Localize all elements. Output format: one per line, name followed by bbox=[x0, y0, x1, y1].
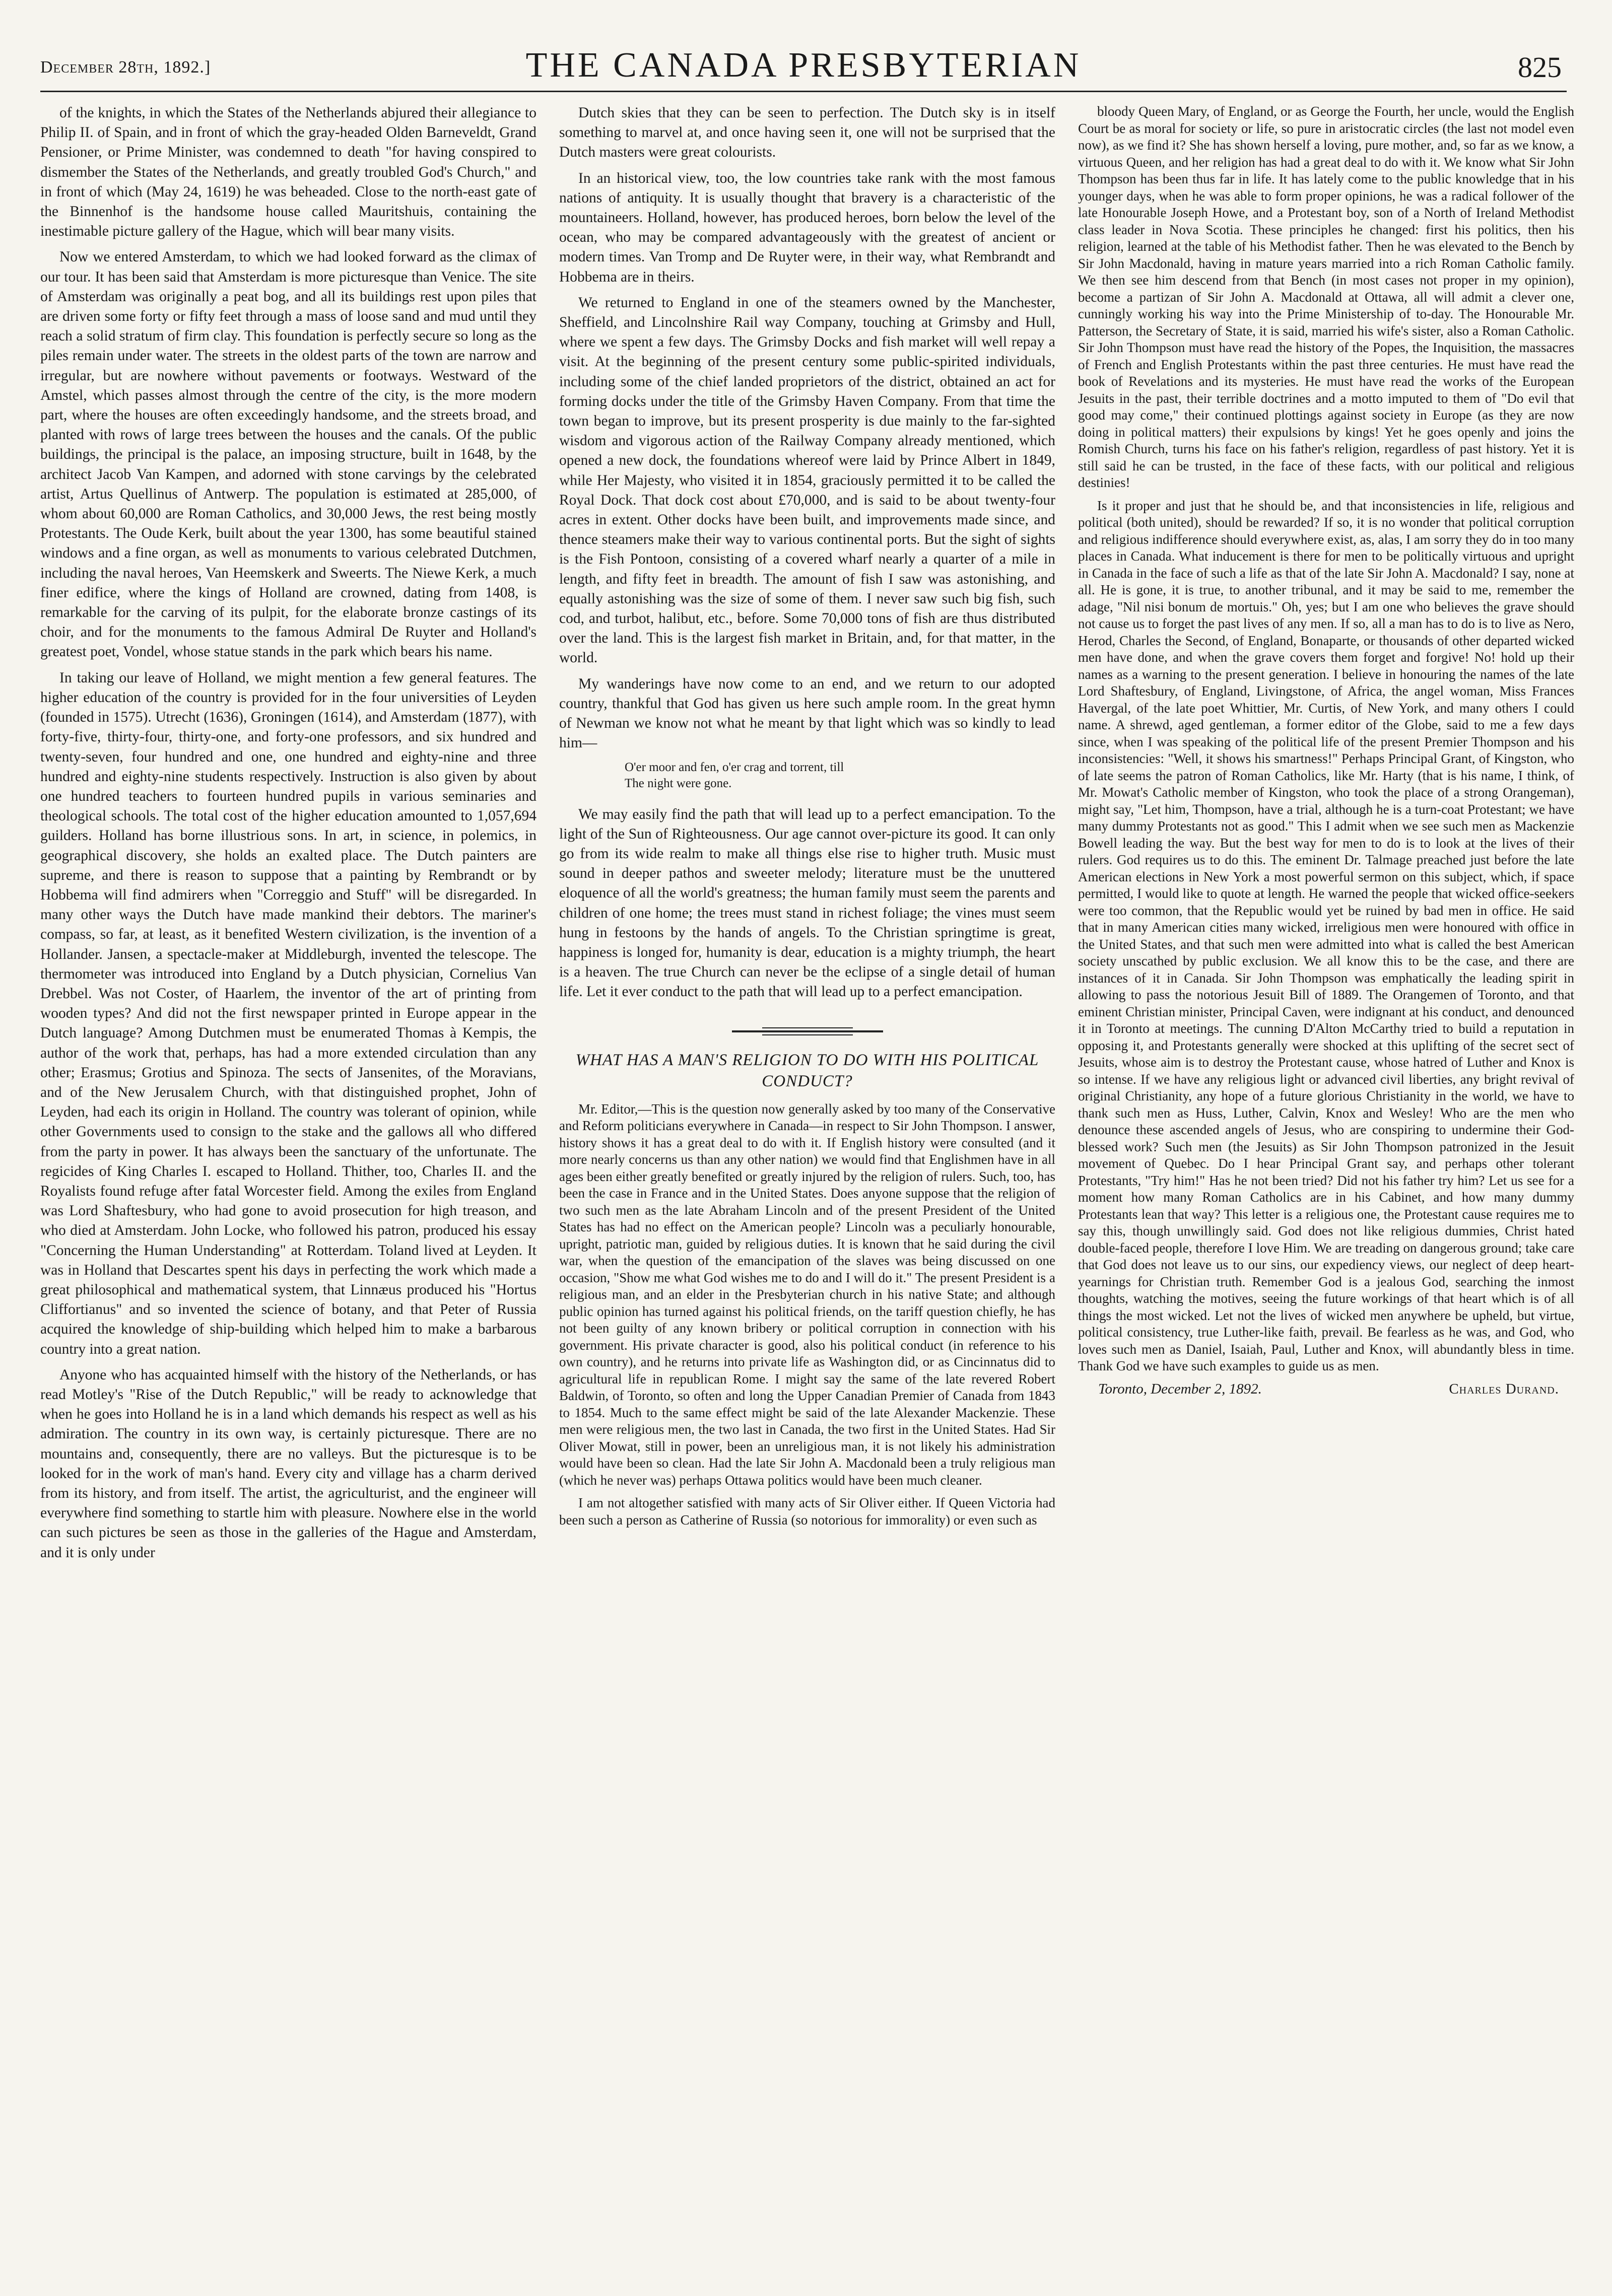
paragraph: I am not altogether satisfied with many acts of Sir Oliver either. If Queen Victoria had been such a person as Catherine of Russia (so notorious for immorality) or even such as bbox=[559, 1495, 1055, 1527]
column-3 bbox=[1078, 103, 1574, 2279]
article-divider bbox=[559, 1027, 1055, 1035]
verse-line: O'er moor and fen, o'er crag and torrent, till bbox=[625, 760, 844, 774]
paragraph: We may easily find the path that will lead up to a perfect emancipation. To the light of the Sun of Righteousness. Our age cannot over-picture its good. It can only go from its wide realm to make all things else rise to higher truth. Music must sound in deeper pathos and sweeter melody; literature must be the unuttered eloquence of all the world's greatness; the human family must seem the parents and children of one home; the trees must stand in richest foliage; the vines must seem hung in festoons by the hands of angels. To the Christian springtime is great, happiness is longed for, humanity is dear, education is a mighty triumph, the heart is a heaven. The true Church can never be the eclipse of a single detail of human life. Let it ever conduct to the path that will lead up to a perfect emancipation. bbox=[559, 806, 1055, 1000]
paragraph: of the knights, in which the States of the Netherlands abjured their allegiance to Philip II. of Spain, and in front of which the gray-headed Olden Barneveldt, Grand Pensioner, or Prime Minister, was condemned to death "for having conspired to dismember the States of the Netherlands, and greatly troubled God's Church," and in front of which (May 24, 1619) he was beheaded. Close to the north-east gate of the Binnenhof is the handsome house called Mauritshuis, containing the inestimable picture gallery of the Hague, which will bear many visits. bbox=[40, 105, 536, 240]
paragraph: In an historical view, too, the low countries take rank with the most famous nations of antiquity. It is usually thought that bravery is a characteristic of the mountaineers. Holland, however, has produced heroes, born below the level of the ocean, who may be compared advantageously with the greatest of ancient or modern times. Van Tromp and De Ruyter were, in their way, what Rembrandt and Hobbema are in theirs. bbox=[559, 170, 1055, 285]
paragraph: Dutch skies that they can be seen to perfection. The Dutch sky is in itself something to marvel at, and once having seen it, one will not be surprised that the Dutch masters were great colourists. bbox=[559, 105, 1055, 161]
paragraph: We returned to England in one of the steamers owned by the Manchester, Sheffield, and Lincolnshire Rail way Company, touching at Grimsby and Hull, where we spent a few days. The Grimsby Docks and fish market will well repay a visit. At the beginning of the present century some public-spirited individuals, including some of the chief landed proprietors of the district, obtained an act for forming docks under the title of the Grimsby Haven Company. From that time the town began to improve, but its present prosperity is due mainly to the far-sighted wisdom and vigorous action of the Railway Company already mentioned, which opened a new dock, the foundations whereof were laid by Prince Albert in 1849, while Her Majesty, who visited it in 1854, graciously permitted it to be called the Royal Dock. That dock cost about £70,000, and is said to be about twenty-four acres in extent. Other docks have been built, and improvements made since, and thence steamers make their way to various continental ports. But the sight of sights is the Fish Pontoon, consisting of a covered wharf nearly a quarter of a mile in length, and fifty feet in breadth. The amount of fish I saw was astonishing, and equally astonishing was the size of some of them. I never saw such big fish, such cod, and turbot, halibut, etc., before. Some 70,000 tons of fish are thus distributed over the land. This is the largest fish market in Britain, and, for that matter, in the world. bbox=[559, 294, 1055, 666]
letter-place-date: Toronto, December 2, 1892. bbox=[1098, 1380, 1262, 1397]
column-2 bbox=[559, 103, 1055, 2279]
verse-line: The night were gone. bbox=[625, 776, 732, 790]
paragraph: Now we entered Amsterdam, to which we had looked forward as the climax of our tour. It has been said that Amsterdam is more picturesque than Venice. The site of Amsterdam was originally a peat bog, and all its buildings rest upon piles that are driven some forty or fifty feet through a mass of loose sand and mud until they reach a solid stratum of firm clay. This foundation is perfectly secure so long as the piles remain under water. The streets in the oldest parts of the town are narrow and irregular, but are nowhere without pavements or footways. Westward of the Amstel, which passes almost through the centre of the city, is the more modern part, where the houses are often exceedingly handsome, and the streets broad, and planted with rows of large trees between the houses and the canals. Of the public buildings, the principal is the palace, an imposing structure, built in 1648, by the architect Jacob Van Kampen, and adorned with stone carvings by the celebrated artist, Artus Quellinus of Antwerp. The population is estimated at 285,000, of whom about 60,000 are Roman Catholics, and 30,000 Jews, the rest being mostly Protestants. The Oude Kerk, built about the year 1300, has some beautiful stained windows and a fine organ, as well as monuments to various celebrated Dutchmen, including the naval heroes, Van Heemskerk and Sweerts. The Niewe Kerk, a much finer edifice, where the kings of Holland are crowned, dating from 1408, is remarkable for the carving of its pulpit, for the elaborate bronze castings of its choir, and for the monuments to the famous Admiral De Ruyter and Holland's greatest poet, Vondel, whose statue stands in the park which bears his name. bbox=[40, 249, 536, 660]
letter-author: Charles Durand. bbox=[1449, 1380, 1559, 1397]
paragraph: My wanderings have now come to an end, and we return to our adopted country, thankful that God has given us here such ample room. In the great hymn of Newman we know not what he meant by that light which was so kindly to lead him— bbox=[559, 675, 1055, 751]
paragraph: bloody Queen Mary, of England, or as George the Fourth, her uncle, would the English Court be as moral for society or life, so pure in aristocratic circles (the last not model even now), as we find it? She has shown herself a loving, pure mother, and, so far as we know, a virtuous Queen, and her religion has had a great deal to do with it. We know what Sir John Thompson has been thus far in life. It has lately come to the public knowledge that in his younger days, when he was able to form proper opinions, he was a radical follower of the late Honourable Joseph Howe, and a Protestant boy, son of a North of Ireland Methodist class leader in Nova Scotia. These principles he changed: first his politics, then his religion, learned at the table of his Methodist father. Then he was elevated to the Bench by Sir John Macdonald, having in mature years married into a rich Roman Catholic family. We then see him descend from that Bench (in most cases not proper in my opinion), become a partizan of Sir John A. Macdonald at Ottawa, all will admit a clever one, cunningly working his way into the Prime Ministership of to-day. The Honourable Mr. Patterson, the Secretary of State, it is said, married his wife's sister, also a Roman Catholic. Sir John Thompson must have read the history of the Popes, the Inquisition, the massacres of French and English Protestants within the past three centuries. He must have read the book of Revelations and its mysteries. He must have read the works of the European Jesuits in the past, their terrible doctrines and a motto imputed to them of "Do evil that good may come," their continued plottings against society in Europe (as they are now doing in political matters) their expulsions by kings! Yet he goes openly and joins the Romish Church, turns his face on his father's religion, regardless of past history. Yet it is still said he can be trusted, in the face of these facts, with our political and religious destinies! bbox=[1078, 104, 1574, 490]
page-number: 825 bbox=[1518, 51, 1562, 84]
page-header bbox=[30, 30, 1577, 91]
column-1 bbox=[40, 103, 536, 2279]
hymn-quote bbox=[625, 759, 1055, 792]
paragraph: Anyone who has acquainted himself with the history of the Netherlands, or has read Motley's "Rise of the Dutch Republic," will be ready to acknowledge that when he goes into Holland he is in a land which demands his respect as well as his admiration. The country in its own way, is certainly picturesque. There are no mountains and, consequently, there are no valleys. But the picturesque is to be looked for in the work of man's hand. Every city and village has a charm derived from its history, and from itself. The artist, the agriculturist, and the engineer will everywhere find something to startle him with pleasure. Nowhere else in the world can such pictures be seen as those in the galleries of the Hague and Amsterdam, and it is only under bbox=[40, 1366, 536, 1561]
paragraph: Is it proper and just that he should be, and that inconsistencies in life, religious and political (both united), should be rewarded? If so, it is no wonder that political corruption and religious indifference should everywhere exist, as, alas, I am sorry they do in too many places in Canada. What inducement is there for men to be politically virtuous and upright in Canada in the face of such a life as that of the late Sir John A. Macdonald? I say, none at all. He is gone, it is true, to another tribunal, and it may be said to me, remember the adage, "Nil nisi bonum de mortuis." Oh, yes; but I am one who believes the grave should not cause us to forget the past lives of any men. If so, all a man has to do is to live as Nero, Herod, Charles the Second, of England, Bonaparte, or thousands of other departed wicked men have done, and when the grave covers them forget and forgive! No! hold up their names as a warning to the present generation. I believe in honouring the names of the late Lord Shaftesbury, of England, Livingstone, of Africa, the angel woman, Miss Frances Havergal, of the late poet Whittier, Mr. Curtis, of New York, and many others I could name. A shrewd, aged gentleman, a former editor of the Globe, said to me a few days since, when I was speaking of the political life of the present Premier Thompson and his inconsistencies: "Well, it shows his smartness!" Perhaps Principal Grant, of Kingston, who of late seems the patron of Roman Catholics, like Mr. Harty (that is his name, I think, of Mr. Mowat's Catholic member of Kingston, who took the place of a strong Orangeman), might say, "Let him, Thompson, have a trial, although he is a turn-coat Protestant; we have many dummy Protestants not as good." This I admit when we see such men as Mackenzie Bowell leading the way. But the best way for men to do is to look at the lives of their rulers. God requires us to do this. The eminent Dr. Talmage preached just before the late American elections in New York a most powerful sermon on this subject, which, if space permitted, I would like to quote at length. He warned the people that wicked office-seekers were too common, that the Republic would yet be ruined by bad men in office. He said that in many American cities many wicked, irreligious men were honoured with office in the United States, and that such men were admitted into what is called the best American society unscathed by public exclusion. We all know this to be the case, and there are instances of it in Canada. Sir John Thompson was emphatically the leading spirit in allowing to pass the notorious Jesuit Bill of 1889. The Orangemen of Toronto, and that eminent Christian minister, Principal Caven, were indignant at his conduct, and denounced it in Toronto at meetings. The cunning D'Alton McCarthy tried to build a reputation in opposing it, and Protestants generally were shocked at this uplifting of the secret sect of Jesuits, whose aim is to destroy the Protestant cause, whose hatred of Luther and Knox is so intense. If we have any religious light or advanced civil liberties, any bright revival of original Christianity, any hope of a future glorious Christianity in the world, we have to thank such men as Huss, Luther, Calvin, Knox and Wesley! Who are the men who denounce these ascended angels of Jesus, who are conspiring to undermine their God-blessed work? Such men (the Jesuits) as Sir John Thompson patronized in the Jesuit movement of Quebec. Do I hear Principal Grant say, and perhaps other tolerant Protestants, "Try him!" Has he not been tried? Did not his father try him? Let us see for a moment how many Roman Catholics are in his Cabinet, and how many dummy Protestants lean that way? This letter is a religious one, the Protestant cause requires me to say this, though unwillingly said. God does not like religious dummies, Christ hated double-faced people, therefore I love Him. We are treading on dangerous ground; take care that God does not leave us to our sins, our expediency views, our neglect of deep heart-yearnings for Christian truth. Remember God is a jealous God, searching the inmost thoughts, watching the motives, seeing the future workings of that heart which is of all things the most wicked. Let not the lives of wicked men anywhere be upheld, but virtue, political consistency, true Luther-like faith, prevail. Be fearless as he was, and God, who loves such men as Daniel, Isaiah, Paul, Luther and Knox, will abundantly bless in time. Thank God we have such examples to guide us as men. bbox=[1078, 498, 1574, 1373]
letter-signoff bbox=[1078, 1381, 1574, 1398]
paragraph: Mr. Editor,—This is the question now generally asked by too many of the Conservative and Reform politicians everywhere in Canada—in respect to Sir John Thompson. I answer, history shows it has a great deal to do with it. If English history were consulted (and it more nearly concerns us than any other nation) we would find that Englishmen have in all ages been either greatly benefited or greatly injured by the religion of rulers. Such, too, has been the case in France and in the United States. Does anyone suppose that the religion of two such men as the late Abraham Lincoln and of the present President of the United States has had no effect on the American people? Lincoln was a peculiarly honourable, upright, patriotic man, guided by religious duties. It is known that he said during the civil war, when the question of the emancipation of the slaves was being discussed on one occasion, "Show me what God wishes me to do and I will do it." The present President is a religious man, and an elder in the Presbyterian church in his native State; and although public opinion has turned against his political friends, on the tariff question chiefly, he has not been guilty of any known bribery or political corruption in connection with his government. His private character is good, also his political conduct (in reference to his own country), and he returns into private life as Washington did, or as Cincinnatus did to agricultural life in republican Rome. I might say the same of the late revered Robert Baldwin, of Toronto, so often and long the Upper Canadian Premier of Canada from 1843 to 1854. Much to the same effect might be said of the late Alexander Mackenzie. These men were religious men, the two last in Canada, the two first in the United States. Had Sir Oliver Mowat, still in power, been an unreligious man, it is not likely his administration would have been so clean. Had the late Sir John A. Macdonald been a truly religious man (which he never was) perhaps Ottawa politics would have been much cleaner. bbox=[559, 1101, 1055, 1488]
header-rule bbox=[40, 91, 1567, 92]
article-title: WHAT HAS A MAN'S RELIGION TO DO WITH HIS POLITICAL CONDUCT? bbox=[575, 1051, 1039, 1090]
masthead-title: THE CANADA PRESBYTERIAN bbox=[525, 46, 1082, 85]
letter-body bbox=[559, 1101, 1055, 1529]
paragraph: In taking our leave of Holland, we might mention a few general features. The higher education of the country is provided for in the four universities of Leyden (founded in 1575). Utrecht (1636), Groningen (1614), and Amsterdam (1877), with forty-five, thirty-four, thirty-one, and forty-one professors, and six hundred and twenty-seven, four hundred and one, one hundred and eighty-nine and three hundred and eighty-nine students respectively. Instruction is also given by about one hundred teachers to fourteen hundred pupils in various seminaries and theological schools. The total cost of the higher education amounted to 1,057,694 guilders. Holland has borne illustrious sons. In art, in science, in polemics, in geographical discovery, she holds an exalted place. The Dutch painters are supreme, and there is reason to suppose that a painting by Rembrandt or by Hobbema will find admirers when "Correggio and Stuff" will be disregarded. In many other ways the Dutch have made mankind their debtors. The mariner's compass, so far, at least, as it benefited Western civilization, is the invention of a Hollander. Jansen, a spectacle-maker at Middleburgh, invented the telescope. The thermometer was introduced into England by a Dutch physician, Cornelius Van Drebbel. Was not Coster, of Haarlem, the inventor of the art of printing from wooden types? And did not the first newspaper printed in Europe appear in the Dutch language? Among Dutchmen must be enumerated Thomas à Kempis, the author of the work that, perhaps, has had a more extended circulation than any other; Erasmus; Grotius and Spinoza. The sects of Jansenites, of the Moravians, and of the New Jerusalem Church, with that distinguished prophet, John of Leyden, had each its origin in Holland. The country was tolerant of opinion, while other Governments used to consign to the stake and the gallows all who differed from the party in power. It has always been the sanctuary of the unfortunate. The regicides of King Charles I. escaped to Holland. Thither, too, Charles II. and the Royalists found refuge after fatal Worcester field. Among the exiles from England was Lord Shaftesbury, who had gone to avoid prosecution for high treason, and who died at Amsterdam. John Locke, who followed his patron, produced his essay "Concerning the Human Understanding" at Rotterdam. Toland lived at Leyden. It was in Holland that Descartes spent his days in perfecting the work which made a great philosophical and mathematical system, that Linnæus produced his "Hortus Cliffortianus" and so invented the science of botany, and that Peter of Russia acquired the knowledge of ship-building which helped him to make a barbarous country into a great nation. bbox=[40, 669, 536, 1357]
article-columns bbox=[40, 103, 1574, 2279]
issue-date: December 28th, 1892.] bbox=[40, 58, 211, 77]
